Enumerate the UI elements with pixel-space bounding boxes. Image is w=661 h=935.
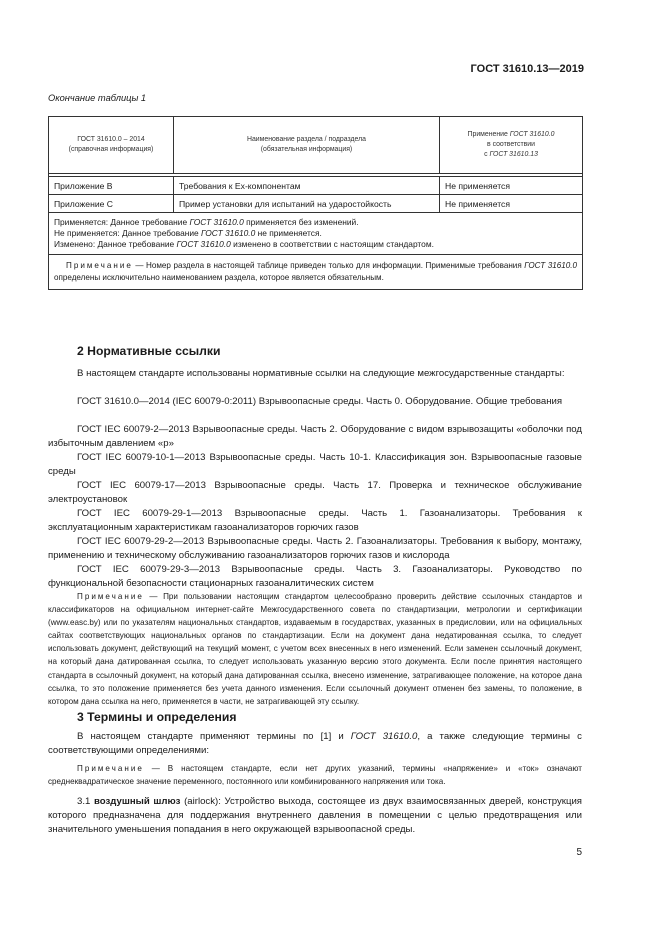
table-note: Примечание — Номер раздела в настоящей таблице приведен только для информации. Применимые требования ГОСТ 31610.0 определены исключительно наименованием раздела, которое является обязательным. [49,255,583,290]
table-header-row [49,117,583,174]
cell-apply: Не применяется [440,177,583,195]
term-number: 3.1 [77,796,95,807]
note-label: Примечание [66,261,133,270]
section-3-intro: В настоящем стандарте применяют термины по [1] и ГОСТ 31610.0, а также следующие термины с соответствующими определениями: [48,731,582,757]
document-code-header: ГОСТ 31610.13—2019 [470,63,584,75]
section-2-heading: 2 Нормативные ссылки [77,344,221,358]
table-row [49,195,583,213]
table-row [49,177,583,195]
section-3-note: Примечание — В настоящем стандарте, если нет других указаний, термины «напряжение» и «ток» означают среднеквадратическое значение переменного, постоянного или комбинированного напряжения или тока. [48,764,582,787]
header-cell-reference: ГОСТ 31610.0 – 2014 (справочная информация) [49,117,174,174]
note-label: Примечание [77,764,144,773]
section-2-intro: В настоящем стандарте использованы нормативные ссылки на следующие межгосударственные стандарты: [77,368,565,379]
cell-title: Требования к Ex-компонентам [174,177,440,195]
note-label: Примечание [77,592,144,601]
normative-reference: ГОСТ IEC 60079-17—2013 Взрывоопасные среды. Часть 17. Проверка и техническое обслуживание электроустановок [48,480,582,506]
normative-reference: ГОСТ IEC 60079-2—2013 Взрывоопасные среды. Часть 2. Оборудование с видом взрывозащиты «оболочки под избыточным давлением «р» [48,424,582,450]
section-2-note: Примечание — При пользовании настоящим стандартом целесообразно проверить действие ссылочных стандартов и классификаторов на официальном интернет-сайте Межгосударственного совета по стандартизации, метрологии и сертификации (www.easc.by) или по указателям национальных стандартов, издаваемым в государствах, указанных в предисловии, или на официальных сайтах соответствующих национальных органов по стандартизации. Если на документ дана недатированная ссылка, то следует использовать документ, действующий на текущий момент, с учетом всех внесенных в него изменений. Если заменен ссылочный документ, на который дана датированная ссылка, то следует использовать указанную версию этого документа. Если после принятия настоящего стандарта в ссылочный документ, на который дана датированная ссылка, внесено изменение, затрагивающее положение, на которое дана ссылка, то это положение применяется без учета данного изменения. Если ссылочный документ отменен без замены, то положение, в котором дана ссылка на него, применяется в части, не затрагивающей эту ссылку. [48,592,582,706]
term-text: (airlock): Устройство выхода, состоящее из двух взаимосвязанных дверей, конструкция которого предназначена для поддержания внутреннего давления в помещении с целью предотвращения или значительного уменьшения попадания в него окружающей взрывоопасной среды. [48,796,582,836]
cell-title: Пример установки для испытаний на ударостойкость [174,195,440,213]
term-name: воздушный шлюз [94,796,181,807]
header-cell-section-name: Наименование раздела / подраздела (обязательная информация) [174,117,440,174]
normative-reference: ГОСТ IEC 60079-29-3—2013 Взрывоопасные среды. Часть 3. Газоанализаторы. Руководство по функциональной безопасности стационарных газоаналитических систем [48,564,582,590]
normative-reference: ГОСТ IEC 60079-29-1—2013 Взрывоопасные среды. Часть 1. Газоанализаторы. Требования к эксплуатационным характеристикам газоанализаторов горючих газов [48,508,582,534]
term-definition [48,795,582,838]
section-3-heading: 3 Термины и определения [77,710,237,724]
table-caption: Окончание таблицы 1 [48,93,147,103]
normative-reference: ГОСТ IEC 60079-29-2—2013 Взрывоопасные среды. Часть 2. Газоанализаторы. Требования к выбору, монтажу, применению и техническому обслуживанию газоанализаторов горючих газов и кислорода [48,536,582,562]
page-number: 5 [576,847,582,858]
table-legend: Применяется: Данное требование ГОСТ 31610.0 применяется без изменений. Не применяется: Данное требование ГОСТ 31610.0 не применяется. Изменено: Данное требование ГОСТ 31610.0 изменено в соответствии с настоящим стандартом. [49,213,583,255]
normative-reference: ГОСТ 31610.0—2014 (IEC 60079-0:2011) Взрывоопасные среды. Часть 0. Оборудование. Общие требования [77,396,563,407]
cell-apply: Не применяется [440,195,583,213]
header-cell-application: Применение ГОСТ 31610.0 в соответствии с ГОСТ 31610.13 [440,117,583,174]
applicability-table [48,116,583,290]
normative-reference: ГОСТ IEC 60079-10-1—2013 Взрывоопасные среды. Часть 10-1. Классификация зон. Взрывоопасные газовые среды [48,452,582,478]
cell-section: Приложение В [49,177,174,195]
cell-section: Приложение С [49,195,174,213]
